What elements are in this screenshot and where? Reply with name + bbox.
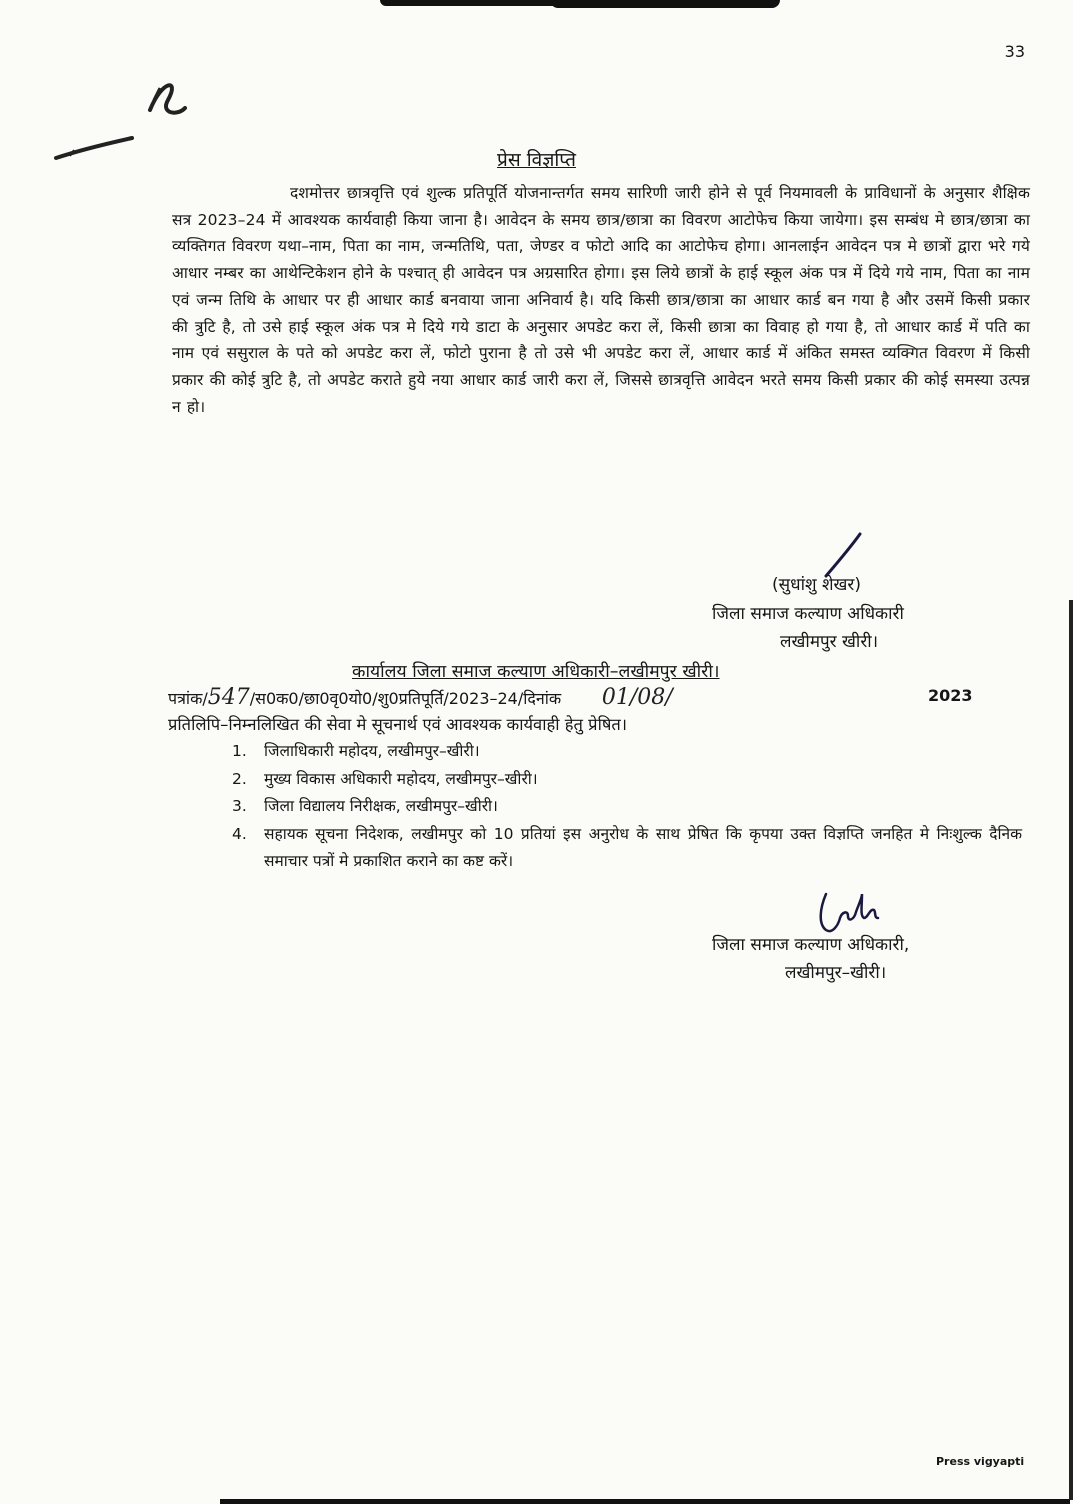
list-item [232,821,1022,876]
list-item-number: 2. [232,769,247,788]
reference-number: 547 [207,685,250,710]
signatory-name: (सुधांशु शेखर) [772,575,861,595]
reference-year: 2023 [928,686,973,705]
list-item-text: मुख्य विकास अधिकारी महोदय, लखीमपुर–खीरी। [264,769,538,788]
footer-label: Press vigyapti [936,1455,1025,1468]
signatory-2-title: जिला समाज कल्याण अधिकारी, [712,935,910,955]
signatory-place: लखीमपुर खीरी। [780,632,879,652]
signature-2 [812,888,892,938]
signatory-2-place: लखीमपुर–खीरी। [785,963,887,983]
document-heading [0,146,1073,172]
list-item-number: 3. [232,797,247,815]
list-item-text: जिलाधिकारी महोदय, लखीमपुर–खीरी। [264,742,480,760]
page-number: 33 [1004,42,1025,61]
scan-edge-bottom [220,1499,1070,1504]
office-line: कार्यालय जिला समाज कल्याण अधिकारी–लखीमपुर खीरी। [352,662,720,682]
copy-line: प्रतिलिपि–निम्नलिखित की सेवा मे सूचनार्थ एवं आवश्यक कार्यवाही हेतु प्रेषित। [168,715,628,734]
scan-edge-right [1069,600,1073,1500]
list-item-number: 4. [232,824,247,843]
body-paragraph: दशमोत्तर छात्रवृत्ति एवं शुल्क प्रतिपूर्ति योजनान्तर्गत समय सारिणी जारी होने से पूर्व नियमावली के प्राविधानों के अनुसार शैक्षिक सत्र 2023–24 में आवश्यक कार्यवाही किया जाना है। आवेदन के समय छात्र/छात्रा का विवरण आटोफेच किया जायेगा। इस सम्बंध मे छात्र/छात्रा का व्यक्तिगत विवरण यथा–नाम, पिता का नाम, जन्मतिथि, पता, जेण्डर व फोटो आदि का आटोफेच होगा। आनलाईन आवेदन पत्र मे छात्रों द्वारा भरे गये आधार नम्बर का आथेन्टिकेशन होने के पश्चात् ही आवेदन पत्र अग्रसारित होगा। इस लिये छात्रों के हाई स्कूल अंक पत्र में दिये गये नाम, पिता का नाम एवं जन्म तिथि के आधार पर ही आधार कार्ड बनवाया जाना अनिवार्य है। यदि किसी छात्र/छात्रा का आधार कार्ड बन गया है और उसमें किसी प्रकार की त्रुटि है, तो उसे हाई स्कूल अंक पत्र मे दिये गये डाटा के अनुसार अपडेट करा लें, किसी छात्रा का विवाह हो गया है, तो आधार कार्ड में पति का नाम एवं ससुराल के पते को अपडेट करा लें, फोटो पुराना है तो उसे भी अपडेट करा लें, आधार कार्ड में अंकित समस्त व्यक्गित विवरण में किसी प्रकार की कोई त्रुटि है, तो अपडेट कराते हुये नया आधार कार्ड जारी करा लें, जिससे छात्रवृत्ति आवेदन भरते समय किसी प्रकार की कोई समस्या उत्पन्न न हो। [172,184,1030,416]
reference-line [168,685,673,710]
reference-middle: /स0क0/छा0वृ0यो0/शु0प्रतिपूर्ति/2023–24/दिनांक [249,689,562,708]
scan-edge-top-2 [550,0,780,8]
list-item-number: 1. [232,742,247,760]
list-item [232,766,1022,794]
list-item [232,793,1022,821]
reference-prefix: पत्रांक/ [168,689,208,708]
heading-text: प्रेस विज्ञप्ति [497,149,576,171]
list-item-text: जिला विद्यालय निरीक्षक, लखीमपुर–खीरी। [264,797,498,815]
list-item [232,738,1022,766]
reference-date: 01/08/ [601,685,673,710]
distribution-list [232,738,1022,876]
signatory-title: जिला समाज कल्याण अधिकारी [712,604,904,624]
list-item-text: सहायक सूचना निदेशक, लखीमपुर को 10 प्रतियां इस अनुरोध के साथ प्रेषित कि कृपया उक्त विज्ञप्ति जनहित मे निःशुल्क दैनिक समाचार पत्रों मे प्रकाशित कराने का कष्ट करें। [264,824,1022,870]
